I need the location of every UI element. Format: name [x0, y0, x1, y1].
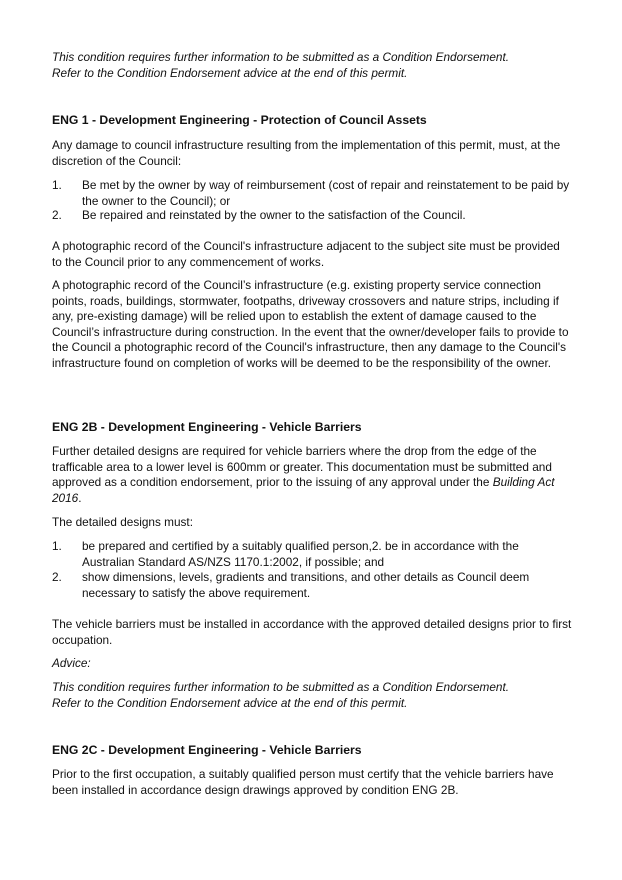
list-number: 1.	[52, 539, 62, 553]
list-text: Be met by the owner by way of reimbursement (cost of repair and reinstatement to be paid by the owner to the Council); or	[82, 178, 570, 208]
eng1-list-item-1	[52, 178, 572, 209]
eng2c-paragraph-1: Prior to the first occupation, a suitably qualified person must certify that the vehicle barriers have been installed in accordance design drawings approved by condition ENG 2B.	[52, 767, 554, 797]
eng1-paragraph-2: A photographic record of the Council's infrastructure adjacent to the subject site must be provided to the Council prior to any commencement of works.	[52, 239, 560, 269]
advice-note	[52, 680, 572, 711]
intro-note	[52, 50, 572, 81]
eng1-paragraph-3: A photographic record of the Council’s infrastructure (e.g. existing property service connection points, roads, buildings, stormwater, footpaths, driveway crossovers and nature strips, including if any, pre-existing damage) will be relied upon to establish the extent of damage caused to the Council’s infrastructure during construction. In the event that the owner/developer fails to provide to the Council a photographic record of the Council's infrastructure, then any damage to the Council's infrastructure found on completion of works will be deemed to be the responsibility of the owner.	[52, 278, 569, 370]
list-number: 2.	[52, 208, 62, 222]
list-number: 1.	[52, 178, 62, 192]
list-number: 2.	[52, 570, 62, 584]
eng1-list-item-2	[52, 208, 572, 224]
eng2b-list-item-1	[52, 539, 572, 570]
advice-label: Advice:	[52, 656, 91, 670]
intro-note-line-1: This condition requires further information to be submitted as a Condition Endorsement.	[52, 50, 510, 64]
eng2b-paragraph-1-end: .	[78, 490, 82, 505]
eng2c-heading: ENG 2C - Development Engineering - Vehicle Barriers	[52, 743, 362, 757]
eng2b-paragraph-1-text: Further detailed designs are required for vehicle barriers where the drop from the edge of the trafficable area to a lower level is 600mm or greater. This documentation must be submitted and approved as a condition endorsement, prior to the issuing of any approval under the	[52, 444, 552, 489]
list-text: show dimensions, levels, gradients and transitions, and other details as Council deem necessary to satisfy the above requirement.	[82, 570, 530, 600]
eng1-heading: ENG 1 - Development Engineering - Protection of Council Assets	[52, 113, 427, 127]
building-act-reference: Building Act 2016	[52, 475, 555, 505]
eng2b-paragraph-1	[52, 444, 572, 506]
advice-note-line-1: This condition requires further information to be submitted as a Condition Endorsement.	[52, 680, 510, 694]
list-text: Be repaired and reinstated by the owner to the satisfaction of the Council.	[82, 208, 466, 222]
eng2b-paragraph-3: The vehicle barriers must be installed in accordance with the approved detailed designs prior to first occupation.	[52, 617, 572, 647]
eng2b-heading: ENG 2B - Development Engineering - Vehicle Barriers	[52, 420, 362, 434]
eng2b-list-item-2	[52, 570, 572, 601]
eng2b-paragraph-2: The detailed designs must:	[52, 515, 193, 529]
eng1-paragraph-1: Any damage to council infrastructure resulting from the implementation of this permit, must, at the discretion of the Council:	[52, 138, 561, 168]
intro-note-line-2: Refer to the Condition Endorsement advice at the end of this permit.	[52, 65, 408, 80]
list-text: be prepared and certified by a suitably qualified person,2. be in accordance with the Australian Standard AS/NZS 1170.1:2002, if possible; and	[82, 539, 519, 569]
advice-note-line-2: Refer to the Condition Endorsement advice at the end of this permit.	[52, 695, 408, 710]
